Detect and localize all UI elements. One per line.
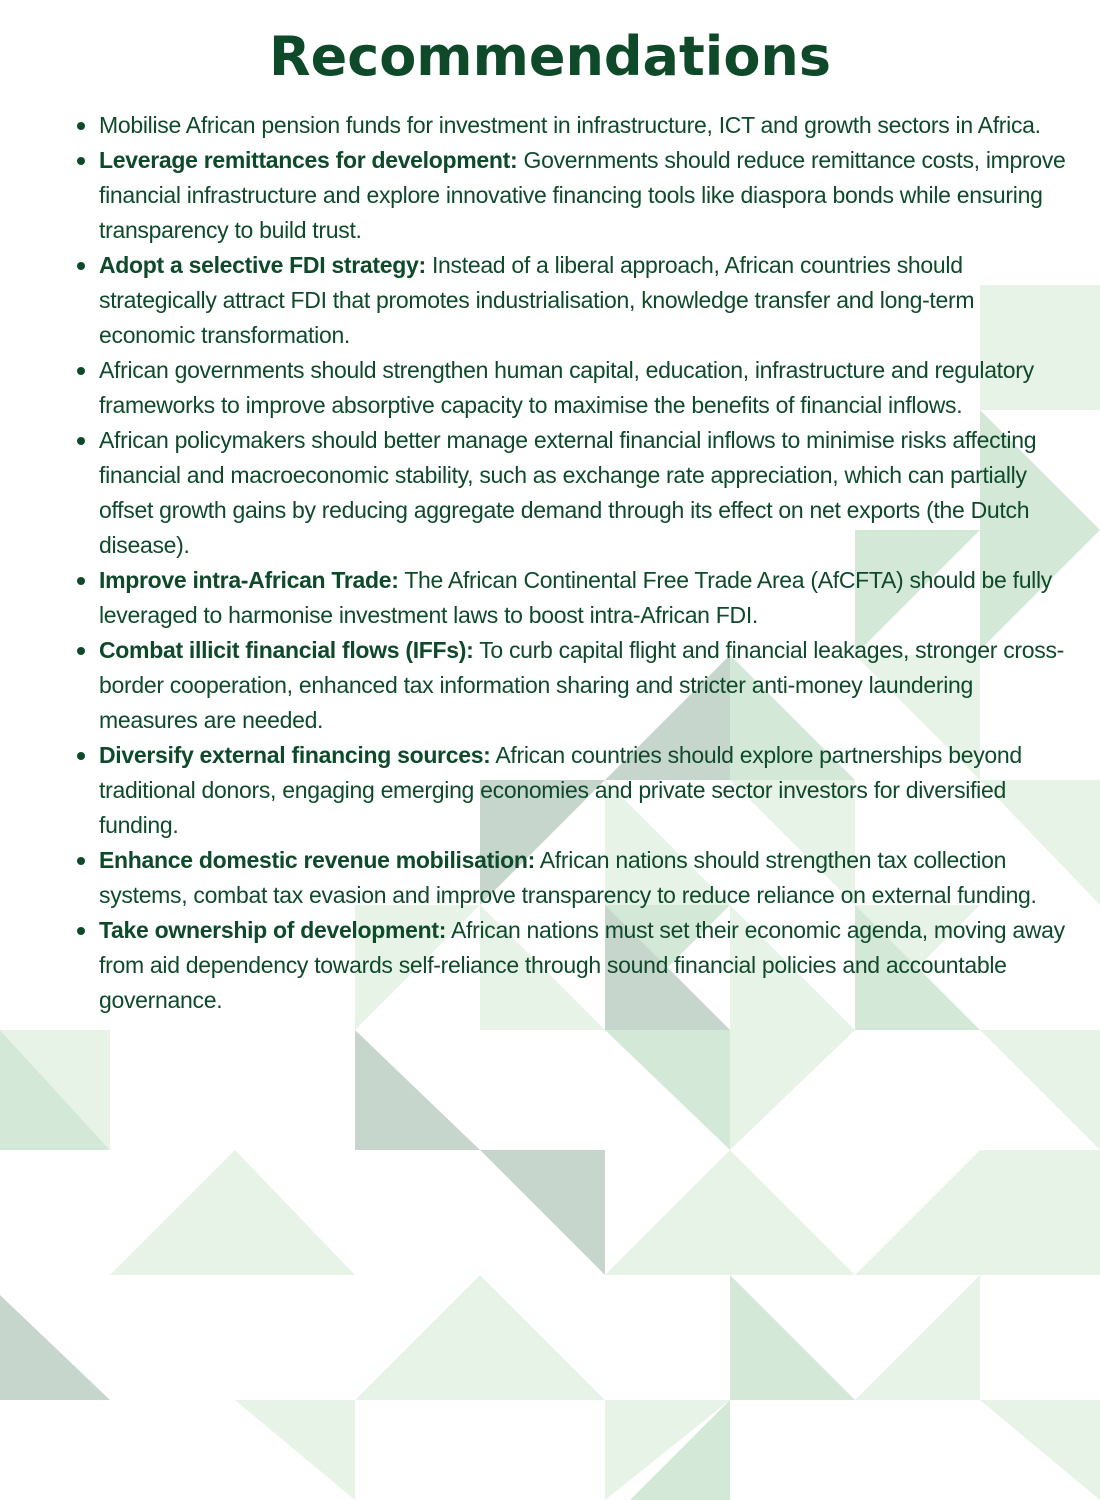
item-heading: Enhance domestic revenue mobilisation: [99,847,535,873]
pattern-triangle [480,1275,605,1400]
pattern-triangle [730,1275,855,1400]
recommendations-list [99,108,1067,1018]
pattern-triangle [605,1150,730,1275]
pattern-triangle [855,1275,980,1400]
pattern-triangle [605,1030,730,1150]
page-title: Recommendations [268,25,832,88]
item-text: African governments should strengthen human capital, education, infrastructure and regulatory frameworks to improve absorptive capacity to maximise the benefits of financial inflows. [99,357,1034,418]
item-text: African nations should strengthen tax collection systems, combat tax evasion and improve transparency to reduce reliance on external funding. [99,847,1037,908]
pattern-triangle [0,1295,110,1400]
pattern-triangle [980,1030,1100,1150]
list-item [99,108,1067,143]
pattern-triangle [110,1150,235,1275]
item-heading: Take ownership of development: [99,917,447,943]
item-heading: Diversify external financing sources: [99,742,491,768]
list-item [99,423,1067,563]
item-text: Mobilise African pension funds for investment in infrastructure, ICT and growth sectors in Africa. [99,112,1041,138]
item-heading: Adopt a selective FDI strategy: [99,252,426,278]
pattern-triangle [980,1400,1100,1500]
list-item [99,143,1067,248]
item-text: African policymakers should better manage external financial inflows to minimise risks affecting financial and macroeconomic stability, such as exchange rate appreciation, which can partially offset growth gains by reducing aggregate demand through its effect on net exports (the Dutch disease). [99,427,1037,558]
list-item [99,248,1067,353]
pattern-triangle [355,1275,480,1400]
pattern-triangle [355,1030,480,1150]
list-item [99,633,1067,738]
item-heading: Improve intra-African Trade: [99,567,399,593]
item-text: To curb capital flight and financial leakages, stronger cross-border cooperation, enhanced tax information sharing and stricter anti-money laundering measures are needed. [99,637,1065,733]
pattern-triangle [235,1400,355,1500]
item-text: African countries should explore partnerships beyond traditional donors, engaging emerging economies and private sector investors for diversified funding. [99,742,1022,838]
pattern-triangle [480,1150,605,1275]
list-item [99,353,1067,423]
list-item [99,563,1067,633]
item-text: The African Continental Free Trade Area (AfCFTA) should be fully leveraged to harmonise investment laws to boost intra-African FDI. [99,567,1053,628]
item-heading: Combat illicit financial flows (IFFs): [99,637,474,663]
list-item [99,843,1067,913]
list-item [99,913,1067,1018]
item-text: Instead of a liberal approach, African countries should strategically attract FDI that promotes industrialisation, knowledge transfer and long-term economic transformation. [99,252,975,348]
list-item [99,738,1067,843]
pattern-triangle [730,1150,855,1275]
item-heading: Leverage remittances for development: [99,147,518,173]
item-text: African nations must set their economic agenda, moving away from aid dependency towards self-reliance through sound financial policies and accountable governance. [99,917,1065,1013]
pattern-triangle [235,1150,355,1275]
item-text: Governments should reduce remittance costs, improve financial infrastructure and explore innovative financing tools like diaspora bonds while ensuring transparency to build trust. [99,147,1066,243]
pattern-triangle [855,1150,980,1275]
pattern-triangle [730,1030,855,1150]
